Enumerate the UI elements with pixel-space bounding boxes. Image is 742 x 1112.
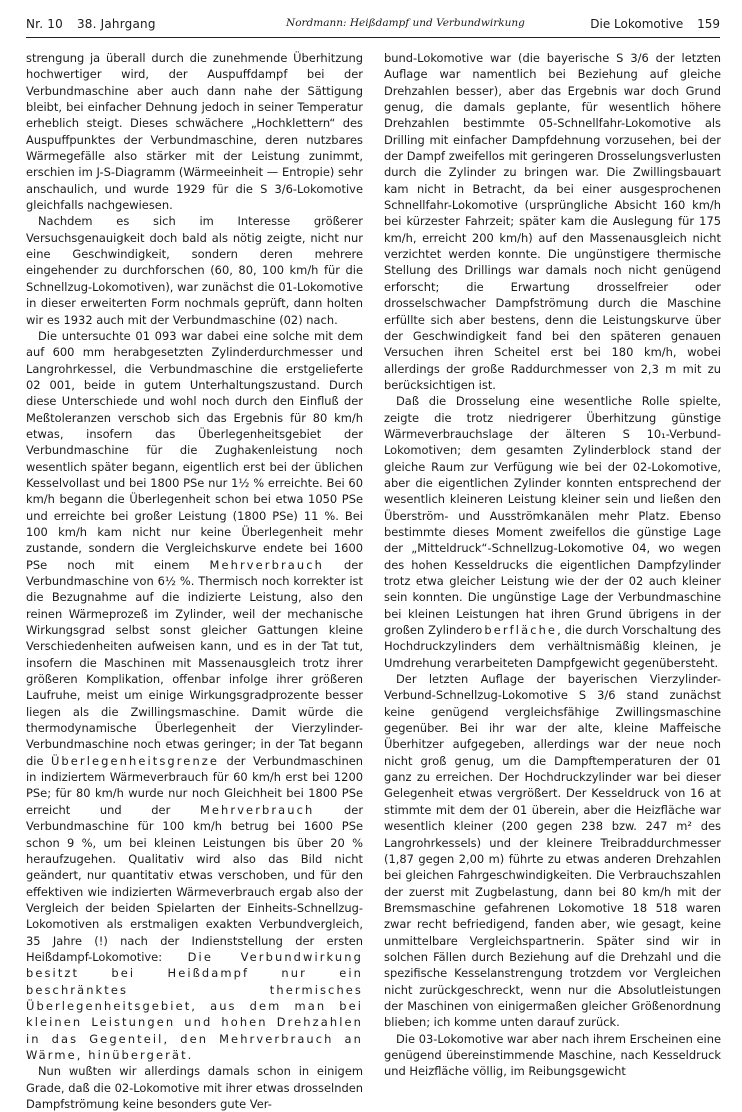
header-left (26, 17, 166, 31)
text-run: , die durch Vorschaltung des Hochdruckzylinders dem verhältnismäßig kleinen, je Umdrehung verarbeiteten Dampfgewicht gegenübersteht. (384, 623, 721, 670)
paragraph: Nachdem es sich im Interesse größerer Versuchsgenauigkeit doch bald als nötig zeigte, nicht nur eine Geschwindigkeit, sondern deren mehrere eingehender zu durchforschen (60, 80, 100 km/h für die Schnellzug-Lokomotiven), war zunächst die 01-Lokomotive in dieser erweiterten Form nochmals geprüft, dann holten wir es 1932 auch mit der Verbundmaschine (02) nach. (26, 214, 363, 327)
text-run: Daß die Drosselung eine wesentliche Rolle spielte, zeigte die trotz niedrigerer Überhitzung günstige Wärmeverbrauchslage der älteren S 10₁-Verbund-Lokomotiven; dem gesamten Zylinderblock stand der gleiche Raum zur Verfügung wie bei der 02-Lokomotive, aber die eigentlichen Zylinder konnten entsprechend der wesentlich kleineren Leistung kleiner sein und ließen den Überström- und Ausströmkanälen mehr Platz. Ebenso bestimmte dieses Moment zweifellos die günstige Lage der „Mitteldruck“-Schnellzug-Lokomotive 04, wo wegen des hohen Kesseldrucks die eigentlichen Dampfzylinder trotz etwa gleicher Leistung wie der der 02 auch kleiner sein konnten. Die ungünstige Lage der Verbundmaschine bei kleinen Leistungen hat ihren Grund übrigens in der großen Zylinder (384, 394, 721, 638)
page-number: 159 (697, 17, 720, 31)
right-column (384, 50, 721, 1079)
emphasized-text: Die Verbundwirkung besitzt bei Heißdampf nur ein beschränktes thermisches Überlegenheitsgebiet, aus dem man bei kleinen Leistungen und hohen Drehzahlen in das Gegenteil, den Mehrverbrauch an Wärme, hinübergerät. (26, 949, 363, 1062)
text-run: der Verbundmaschinen in indiziertem Wärmeverbrauch für 60 km/h erst bei 1200 PSe; für 80 km/h wurde nur noch Gleichheit bei 1800 PSe erreicht und der (26, 753, 364, 817)
paragraph: Nun wußten wir allerdings damals schon in einigem Grade, daß die 02-Lokomotive mit ihrer etwas drosselnden Dampfströmung keine besonders gute Ver- (26, 1064, 363, 1111)
emphasized-text: Mehrverbrauch (209, 557, 324, 572)
paragraph: strengung ja überall durch die zunehmende Überhitzung hochwertiger wird, der Auspuffdampf bei der Verbundmaschine aber auch dann nahe der Sättigung bleibt, bei einfacher Dehnung jedoch in seiner Temperatur erheblich steigt. Dieses schwächere „Hochklettern“ des Auspuffpunktes der Verbundmaschine, deren nutzbares Wärmegefälle also stärker mit der Leistung zunimmt, erschien im J-S-Diagramm (Wärmeeinheit — Entropie) sehr anschaulich, und wurde 1929 für die S 3/6-Lokomotive gleichfalls nachgewiesen. (26, 51, 363, 213)
header-right (580, 17, 720, 31)
paragraph (26, 328, 363, 1063)
paragraph: Die 03-Lokomotive war aber nach ihrem Erscheinen eine genügend übereinstimmende Maschine, nach Kesseldruck und Heizfläche völlig, im Reibungsgewicht (384, 1031, 721, 1079)
left-column (26, 50, 364, 1111)
journal-title: Die Lokomotive (590, 17, 684, 31)
text-run: der Verbundmaschine von 6½ %. Thermisch noch korrekter ist die Bezugnahme auf die indizierte Leistung, also den reinen Wärmeprozeß im Zylinder, weil der mechanische Wirkungsgrad selbst sonst gleicher Gattungen kleine Verschiedenheiten aufweisen kann, und es in der Tat tut, insofern die Maschinen mit Massenausgleich trotz ihrer größeren Komplikation, offenbar infolge ihrer größeren Laufruhe, meist um einige Wirkungsgradprozente besser liegen als die Zwillingsmaschine. Damit würde die thermodynamische Überlegenheit der Vierzylinder-Verbundmaschine noch etwas geringer; in der Tat begann die (26, 557, 363, 768)
emphasized-text: Überlegenheitsgrenze (50, 753, 220, 768)
paragraph (384, 393, 721, 671)
volume-label: 38. Jahrgang (76, 17, 156, 31)
issue-number: Nr. 10 (26, 17, 63, 31)
emphasized-text: oberfläche (475, 623, 558, 638)
text-run: Die untersuchte 01 093 war dabei eine solche mit dem auf 600 mm herabgesetzten Zylinderdurchmesser und Langrohrkessel, die Verbundmaschine die erstgelieferte 02 001, beide in gutem Unterhaltungszustand. Durch diese Unterschiede und wohl noch durch den Einfluß der Meßtoleranzen verschob sich das Ergebnis für 80 km/h etwas, insofern das Überlegenheitsgebiet der Verbundmaschine für die Zughakenleistung noch wesentlich später begann, eigentlich erst bei der üblichen Kesselvollast und bei 1800 PSe nur 1½ % erreichte. Bei 60 km/h begann die Überlegenheit schon bei etwa 1050 PSe und erreichte bei großer Leistung (1800 PSe) 11 %. Bei 100 km/h kam nicht nur keine Überlegenheit mehr zustande, sondern die Vergleichskurve endete bei 1600 PSe noch mit einem (26, 328, 363, 572)
emphasized-text: Mehrverbrauch (199, 802, 315, 817)
text-run: der Verbundmaschine für 100 km/h betrug bei 1600 PSe schon 9 %, um bei kleinen Leistungen bis über 20 % heraufzugehen. Qualitativ wird also das Bild nicht geändert, nur quantitativ etwas verschoben, und für den effektiven wie indizierten Wärmeverbrauch ergab also der Vergleich der beiden Spielarten der Einheits-Schnellzug-Lokomotiven als erstmaligen exakten Verbundvergleich, 35 Jahre (!) nach der Indienststellung der ersten Heißdampf-Lokomotive: (26, 802, 364, 964)
running-title: Nordmann: Heißdampf und Verbundwirkung (286, 17, 525, 29)
page-header (26, 13, 720, 38)
paragraph: bund-Lokomotive war (die bayerische S 3/6 der letzten Auflage war namentlich bei Beziehung auf gleiche Drehzahlen besser), aber das Ergebnis war doch Grund genug, die damals geplante, für wesentlich höhere Drehzahlen bestimmte 05-Schnellfahr-Lokomotive als Drilling mit einfacher Dampfdehnung vorzusehen, bei der der Dampf zweifellos mit geringeren Drosselungsverlusten durch die Zylinder zu bringen war. Die Zwillingsbauart kam nicht in Betracht, da bei einer ausgesprochenen Schnellfahr-Lokomotive (ursprüngliche Absicht 160 km/h bei kürzester Fahrzeit; später kam die Auslegung für 175 km/h, erreicht 200 km/h) auf den Massenausgleich nicht verzichtet werden konnte. Die ungünstigere thermische Stellung des Drillings war damals noch nicht genügend erforscht; die Erwartung drosselfreier oder drosselschwacher Dampfströmung durch die Maschine erfüllte sich aber bestens, denn die Leistungskurve über der Geschwindigkeit fand bei den späteren genauen Versuchen ihren Scheitel erst bei 180 km/h, wobei allerdings der große Raddurchmesser von 2,3 m mit zu berücksichtigen ist. (384, 51, 721, 392)
paragraph: Der letzten Auflage der bayerischen Vierzylinder-Verbund-Schnellzug-Lokomotive S 3/6 stand zunächst keine genügend vergleichsfähige Zwillingsmaschine gegenüber. Bei ihr war der alte, kleine Maffeische Überhitzer aufgegeben, allerdings war der neue noch nicht groß genug, um die Dampftemperaturen der 01 ganz zu erreichen. Der Hochdruckzylinder war bei dieser Gelegenheit etwas vergrößert. Der Kesseldruck von 16 at stimmte mit dem der 01 überein, aber die Heizfläche war wesentlich kleiner (200 gegen 238 bzw. 247 m² des Langrohrkessels) und der kleinere Treibraddurchmesser (1,87 gegen 2,00 m) führte zu etwas anderen Drehzahlen bei gleichen Fahrgeschwindigkeiten. Die Verbrauchszahlen der zuerst mit Zugbelastung, dann bei 80 km/h mit der Bremsmaschine gefahrenen Lokomotive 18 518 waren zwar recht befriedigend, fanden aber, wie gesagt, keine unmittelbare Vergleichspartnerin. Später sind wir in solchen Fällen durch Beziehung auf die Drehzahl und die spezifische Kesselanstrengung trotzdem vor Vergleichen nicht zurückgeschreckt, wenn nur die Absolutleistungen der Maschinen von einigermaßen gleicher Größenordnung blieben; ich komme unten darauf zurück. (384, 672, 721, 1030)
